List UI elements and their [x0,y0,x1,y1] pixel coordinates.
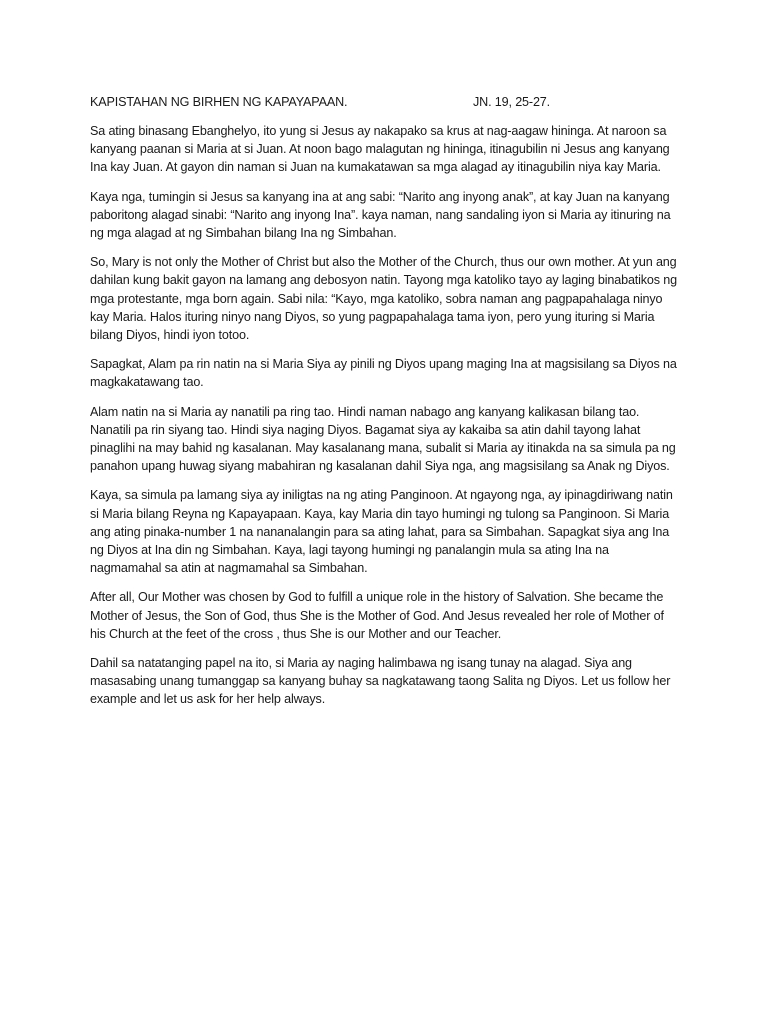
scripture-reference: JN. 19, 25-27. [473,95,551,109]
paragraph-2: Kaya nga, tumingin si Jesus sa kanyang ina at ang sabi: “Narito ang inyong anak”, at kay Juan na kanyang paboritong alagad sinabi: “Narito ang inyong Ina”. kaya naman, nang sandaling iyon si Maria ay itinuring na ng mga alagad at ng Simbahan bilang Ina ng Simbahan. [90,189,671,241]
paragraph-4: Sapagkat, Alam pa rin natin na si Maria Siya ay pinili ng Diyos upang maging Ina at magsisilang sa Diyos na magkakatawang tao. [90,357,677,390]
paragraph-6: Kaya, sa simula pa lamang siya ay iniligtas na ng ating Panginoon. At ngayong nga, ay ipinagdiriwang natin si Maria bilang Reyna ng Kapayapaan. Kaya, kay Maria din tayo humingi ng tulong sa Panginoon. Si Maria ang ating pinaka-number 1 na nananalangin para sa ating lahat, para sa Simbahan. Sapagkat siya ang Ina ng Diyos at Ina din ng Simbahan. Kaya, lagi tayong humingi ng panalangin mula sa ating Ina na nagmamahal sa atin at nagmamahal sa Simbahan. [90,488,673,576]
paragraph-5: Alam natin na si Maria ay nanatili pa ring tao. Hindi naman nabago ang kanyang kalikasan bilang tao. Nanatili pa rin siyang tao. Hindi siya naging Diyos. Bagamat siya ay kakaiba sa atin dahil tayong lahat pinaglihi na may bahid ng kasalanan. May kasalanang mana, subalit si Maria ay itinakda na sa simula pa ng panahon upang huwag siyang mabahiran ng kasalanan dahil Siya nga, ang magsisilang sa Anak ng Diyos. [90,404,676,474]
document-title: KAPISTAHAN NG BIRHEN NG KAPAYAPAAN. [90,95,348,109]
paragraph-7: After all, Our Mother was chosen by God to fulfill a unique role in the history of Salvation. She became the Mother of Jesus, the Son of God, thus She is the Mother of God. And Jesus revealed her role of Mother of his Church at the feet of the cross , thus She is our Mother and our Teacher. [90,590,664,641]
document-body [90,93,680,720]
paragraph-8: Dahil sa natatanging papel na ito, si Maria ay naging halimbawa ng isang tunay na alagad. Siya ang masasabing unang tumanggap sa kanyang buhay sa nagkatawang taong Salita ng Diyos. Let us follow her example and let us ask for her help always. [90,656,671,707]
paragraph-1: Sa ating binasang Ebanghelyo, ito yung si Jesus ay nakapako sa krus at nag-aagaw hininga. At naroon sa kanyang paanan si Maria at si Juan. At noon bago malagutan ng hininga, itinagubilin ni Jesus ang kanyang Ina kay Juan. At gayon din naman si Juan na kumakatawan sa mga alagad ay itinagubilin niya kay Maria. [90,124,670,175]
paragraph-3: So, Mary is not only the Mother of Christ but also the Mother of the Church, thus our own mother. At yun ang dahilan kung bakit gayon na lamang ang debosyon natin. Tayong mga katoliko tayo ay laging binabatikos ng mga protestante, mga born again. Sabi nila: “Kayo, mga katoliko, sobra naman ang pagpapahalaga ninyo kay Maria. Halos ituring ninyo nang Diyos, so yung pagpapahalaga tama iyon, pero yung ituring si Maria bilang Diyos, hindi iyon totoo. [90,255,677,343]
title-row [90,93,680,111]
